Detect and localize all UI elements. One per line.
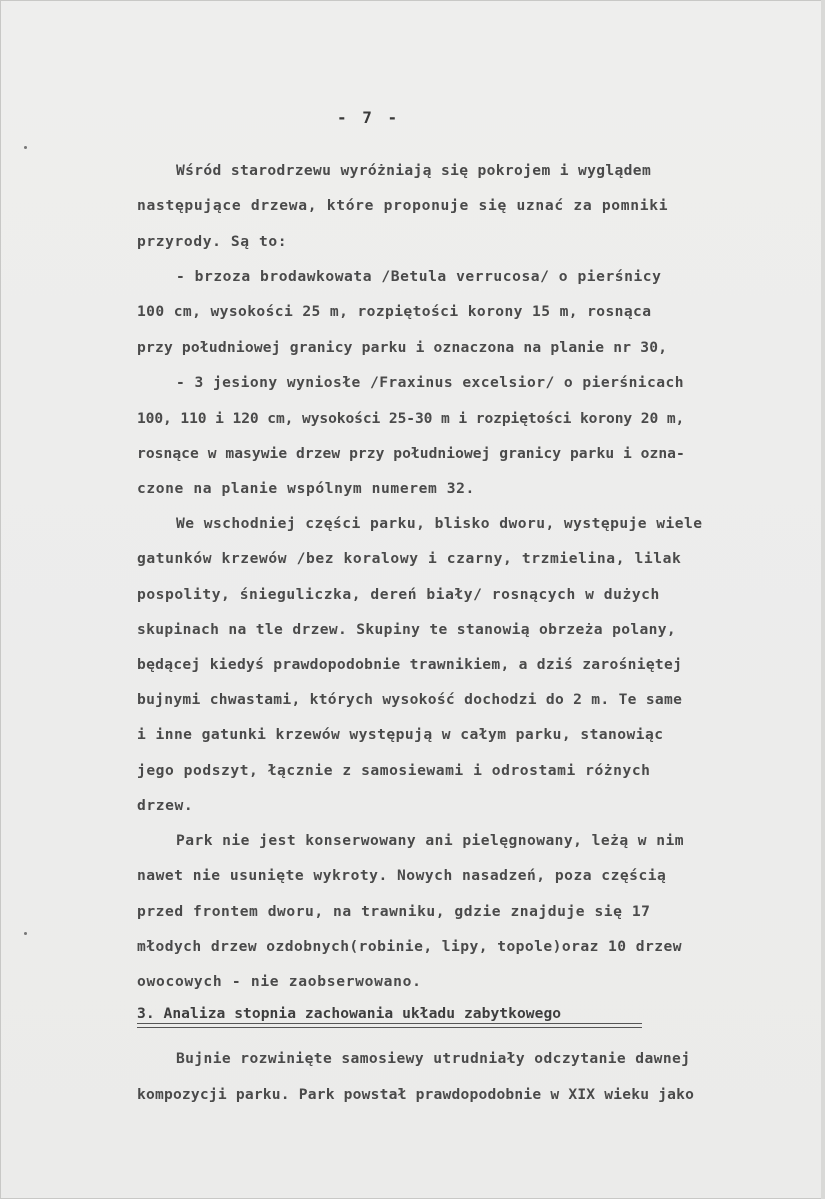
text-line: i inne gatunki krzewów występują w całym parku, stanowiąc [137, 726, 664, 743]
section-heading: 3. Analiza stopnia zachowania układu zabytkowego [137, 1005, 562, 1022]
text-line: skupinach na tle drzew. Skupiny te stanowią obrzeża polany, [137, 621, 677, 638]
text-line: następujące drzewa, które proponuje się uznać za pomniki [137, 197, 669, 214]
text-line: przed frontem dworu, na trawniku, gdzie znajduje się 17 [137, 903, 651, 920]
margin-mark [24, 932, 27, 935]
margin-mark [24, 146, 27, 149]
scan-edge [821, 0, 825, 1199]
text-line: bujnymi chwastami, których wysokość dochodzi do 2 m. Te same [137, 691, 683, 708]
text-line: - brzoza brodawkowata /Betula verrucosa/ o pierśnicy [176, 268, 662, 285]
text-line: - 3 jesiony wyniosłe /Fraxinus excelsior/ o pierśnicach [176, 374, 684, 391]
heading-underline [137, 1027, 642, 1028]
heading-underline [137, 1023, 642, 1024]
text-line: nawet nie usunięte wykroty. Nowych nasadzeń, poza częścią [137, 867, 667, 884]
text-line: 100, 110 i 120 cm, wysokości 25-30 m i rozpiętości korony 20 m, [137, 410, 685, 427]
text-line: przy południowej granicy parku i oznaczona na planie nr 30, [137, 339, 668, 356]
text-line: młodych drzew ozdobnych(robinie, lipy, topole)oraz 10 drzew [137, 938, 682, 955]
text-line: drzew. [137, 797, 194, 814]
page-number: - 7 - [337, 108, 401, 127]
text-line: czone na planie wspólnym numerem 32. [137, 480, 475, 497]
text-line: owocowych - nie zaobserwowano. [137, 973, 422, 990]
text-line: kompozycji parku. Park powstał prawdopodobnie w XIX wieku jako [137, 1086, 695, 1103]
text-line: jego podszyt, łącznie z samosiewami i odrostami różnych [137, 762, 651, 779]
text-line: przyrody. Są to: [137, 233, 288, 250]
text-line: Bujnie rozwinięte samosiewy utrudniały odczytanie dawnej [176, 1050, 691, 1067]
text-line: pospolity, śnieguliczka, dereń biały/ rosnących w dużych [137, 586, 660, 603]
text-line: 100 cm, wysokości 25 m, rozpiętości korony 15 m, rosnąca [137, 303, 652, 320]
text-line: Park nie jest konserwowany ani pielęgnowany, leżą w nim [176, 832, 684, 849]
text-line: rosnące w masywie drzew przy południowej granicy parku i ozna- [137, 445, 685, 462]
text-line: Wśród starodrzewu wyróżniają się pokrojem i wyglądem [176, 162, 652, 179]
text-line: gatunków krzewów /bez koralowy i czarny, trzmielina, lilak [137, 550, 682, 567]
text-line: będącej kiedyś prawdopodobnie trawnikiem, a dziś zarośniętej [137, 656, 683, 673]
text-line: We wschodniej części parku, blisko dworu, występuje wiele [176, 515, 703, 532]
